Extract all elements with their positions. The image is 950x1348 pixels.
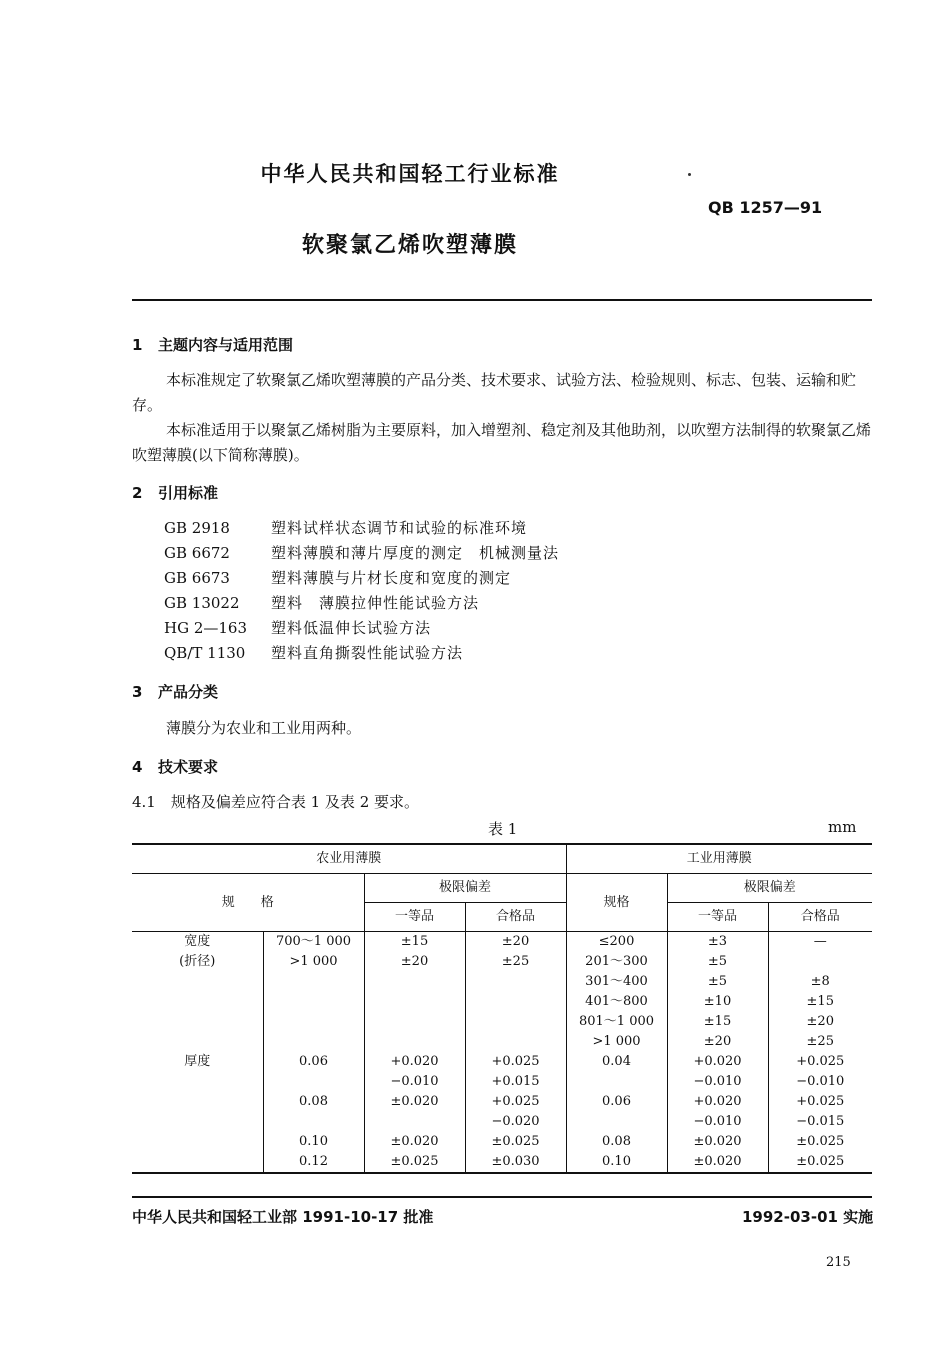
document-title: 软聚氯乙烯吹塑薄膜: [301, 233, 518, 258]
ref-code: GB 2918: [164, 519, 230, 537]
reference-item: [164, 566, 559, 591]
ref-code: HG 2—163: [164, 619, 248, 637]
cell: [132, 1152, 263, 1173]
section-2-heading: [132, 482, 218, 503]
cell: ±5: [667, 952, 768, 972]
cell: −0.010: [364, 1072, 465, 1092]
section-3-body: 薄膜分为农业和工业用两种。: [166, 719, 362, 737]
cell: +0.020: [667, 1052, 768, 1072]
cell: 0.08: [566, 1132, 667, 1152]
cell: [465, 972, 566, 992]
implementation-date: 1992-03-01 实施: [742, 1208, 874, 1226]
ref-title: 塑料薄膜和薄片厚度的测定 机械测量法: [271, 544, 560, 562]
cell: [132, 1112, 263, 1132]
cell: +0.025: [768, 1092, 872, 1112]
cell: [364, 992, 465, 1012]
reference-item: [164, 616, 559, 641]
cell: ±15: [667, 1012, 768, 1032]
cell: ±0.020: [667, 1152, 768, 1173]
clause-4-1: 4.1 规格及偏差应符合表 1 及表 2 要求。: [132, 793, 420, 811]
cell: [465, 992, 566, 1012]
cell: 301～400: [566, 972, 667, 992]
cell: [364, 1012, 465, 1032]
page-number: 215: [826, 1255, 851, 1270]
cell: [465, 1012, 566, 1032]
table-row: [132, 992, 872, 1012]
scan-speck: [688, 173, 691, 176]
table-row: [132, 972, 872, 992]
paragraph: 本标准适用于以聚氯乙烯树脂为主要原料，加入增塑剂、稳定剂及其他助剂，以吹塑方法制得的软聚氯乙烯吹塑薄膜(以下简称薄膜)。: [132, 421, 872, 464]
first-grade-header: 一等品: [667, 903, 768, 932]
section-title: 产品分类: [158, 683, 219, 701]
ref-title: 塑料试样状态调节和试验的标准环境: [271, 519, 528, 537]
cell: ≤200: [566, 932, 667, 953]
cell: [132, 1012, 263, 1032]
section-title: 主题内容与适用范围: [158, 336, 294, 354]
section-number: 4: [132, 758, 143, 776]
cell: −0.010: [667, 1072, 768, 1092]
reference-item: [164, 641, 559, 666]
cell: ±5: [667, 972, 768, 992]
cell: +0.025: [465, 1092, 566, 1112]
cell: [263, 1112, 364, 1132]
table-row: [132, 1032, 872, 1052]
table-row: [132, 952, 872, 972]
section-number: 1: [132, 336, 143, 354]
ref-code: QB/T 1130: [164, 644, 246, 662]
first-grade-header: 一等品: [364, 903, 465, 932]
reference-item: [164, 541, 559, 566]
cell: −0.020: [465, 1112, 566, 1132]
cell: 0.06: [566, 1092, 667, 1112]
cell: [132, 992, 263, 1012]
ref-code: GB 6672: [164, 544, 230, 562]
cell: ±0.025: [465, 1132, 566, 1152]
cell: [132, 1092, 263, 1112]
cell: +0.025: [465, 1052, 566, 1072]
cell: [364, 1112, 465, 1132]
cell: 宽度: [184, 934, 211, 949]
cell: +0.015: [465, 1072, 566, 1092]
ref-title: 塑料 薄膜拉伸性能试验方法: [271, 594, 480, 612]
ref-title: 塑料直角撕裂性能试验方法: [271, 644, 464, 662]
cell: [566, 1112, 667, 1132]
ref-title: 塑料低温伸长试验方法: [271, 619, 432, 637]
section-number: 2: [132, 484, 143, 502]
cell: ±25: [768, 1032, 872, 1052]
section-1-body: [132, 368, 872, 468]
cell: −0.010: [667, 1112, 768, 1132]
cell: 0.06: [263, 1052, 364, 1072]
cell: ±0.025: [364, 1152, 465, 1173]
limit-header-ind: 极限偏差: [667, 874, 872, 903]
cell: [132, 1132, 263, 1152]
cell: [263, 992, 364, 1012]
cell: −0.010: [768, 1072, 872, 1092]
cell: 801～1 000: [566, 1012, 667, 1032]
cell: 201～300: [566, 952, 667, 972]
section-number: 3: [132, 683, 143, 701]
cell: —: [768, 932, 872, 953]
cell: [768, 952, 872, 972]
section-1-heading: [132, 334, 293, 355]
spec-header-ind: 规格: [566, 874, 667, 932]
cell: [465, 1032, 566, 1052]
table-caption: 表 1: [488, 820, 518, 838]
cell: +0.025: [768, 1052, 872, 1072]
table-row: [132, 1112, 872, 1132]
paragraph: 本标准规定了软聚氯乙烯吹塑薄膜的产品分类、技术要求、试验方法、检验规则、标志、包装、运输和贮存。: [132, 371, 857, 414]
cell: −0.015: [768, 1112, 872, 1132]
cell: ±10: [667, 992, 768, 1012]
cell: ±0.020: [364, 1092, 465, 1112]
cell: ±20: [465, 932, 566, 953]
ref-code: GB 13022: [164, 594, 240, 612]
table-row: [132, 1012, 872, 1032]
section-3-heading: [132, 681, 218, 702]
cell: 0.04: [566, 1052, 667, 1072]
table-row: [132, 1152, 872, 1173]
ref-title: 塑料薄膜与片材长度和宽度的测定: [271, 569, 512, 587]
cell: ±0.020: [364, 1132, 465, 1152]
cell: ±25: [465, 952, 566, 972]
cell: ±15: [364, 932, 465, 953]
section-title: 引用标准: [158, 484, 219, 502]
table-unit: mm: [828, 818, 857, 836]
limit-header: 极限偏差: [364, 874, 566, 903]
cell: ±15: [768, 992, 872, 1012]
reference-item: [164, 516, 559, 541]
footer-rule: [132, 1196, 872, 1198]
table-row: [132, 1052, 872, 1072]
section-4-heading: [132, 756, 218, 777]
cell: 401～800: [566, 992, 667, 1012]
cell: [364, 1032, 465, 1052]
cell: >1 000: [566, 1032, 667, 1052]
cell: ±20: [768, 1012, 872, 1032]
cell: ±20: [667, 1032, 768, 1052]
approval-line: 中华人民共和国轻工业部 1991-10-17 批准: [132, 1208, 434, 1226]
cell: (折径): [179, 954, 216, 969]
cell: ±8: [768, 972, 872, 992]
agri-header: 农业用薄膜: [132, 844, 566, 874]
cell: ±0.025: [768, 1132, 872, 1152]
table-row: [132, 932, 872, 953]
cell: [263, 972, 364, 992]
cell: ±20: [364, 952, 465, 972]
section-title: 技术要求: [158, 758, 219, 776]
table-row: [132, 1072, 872, 1092]
cell: [263, 1032, 364, 1052]
qualified-header: 合格品: [768, 903, 872, 932]
qualified-header: 合格品: [465, 903, 566, 932]
doc-code: QB 1257—91: [708, 198, 823, 217]
header-rule: [132, 299, 872, 301]
cell: 700～1 000: [263, 932, 364, 953]
cell: >1 000: [263, 952, 364, 972]
cell: 0.12: [263, 1152, 364, 1173]
cell: [566, 1072, 667, 1092]
cell: 0.08: [263, 1092, 364, 1112]
cell: [132, 972, 263, 992]
reference-list: [164, 516, 559, 666]
cell: [263, 1012, 364, 1032]
table-row: [132, 1132, 872, 1152]
cell: 0.10: [566, 1152, 667, 1173]
table-row: [132, 1092, 872, 1112]
cell: [132, 1072, 263, 1092]
ref-code: GB 6673: [164, 569, 230, 587]
cell: ±0.020: [667, 1132, 768, 1152]
cell: +0.020: [364, 1052, 465, 1072]
cell: ±3: [667, 932, 768, 953]
cell: [364, 972, 465, 992]
cell: ±0.025: [768, 1152, 872, 1173]
cell: 0.10: [263, 1132, 364, 1152]
cell: 厚度: [184, 1054, 211, 1069]
spec-header: 规 格: [132, 874, 364, 932]
cell: [132, 1032, 263, 1052]
cell: ±0.030: [465, 1152, 566, 1173]
cell: +0.020: [667, 1092, 768, 1112]
cell: [263, 1072, 364, 1092]
reference-item: [164, 591, 559, 616]
table-1: [132, 843, 872, 1174]
ind-header: 工业用薄膜: [566, 844, 872, 874]
standard-title: 中华人民共和国轻工行业标准: [260, 162, 560, 186]
